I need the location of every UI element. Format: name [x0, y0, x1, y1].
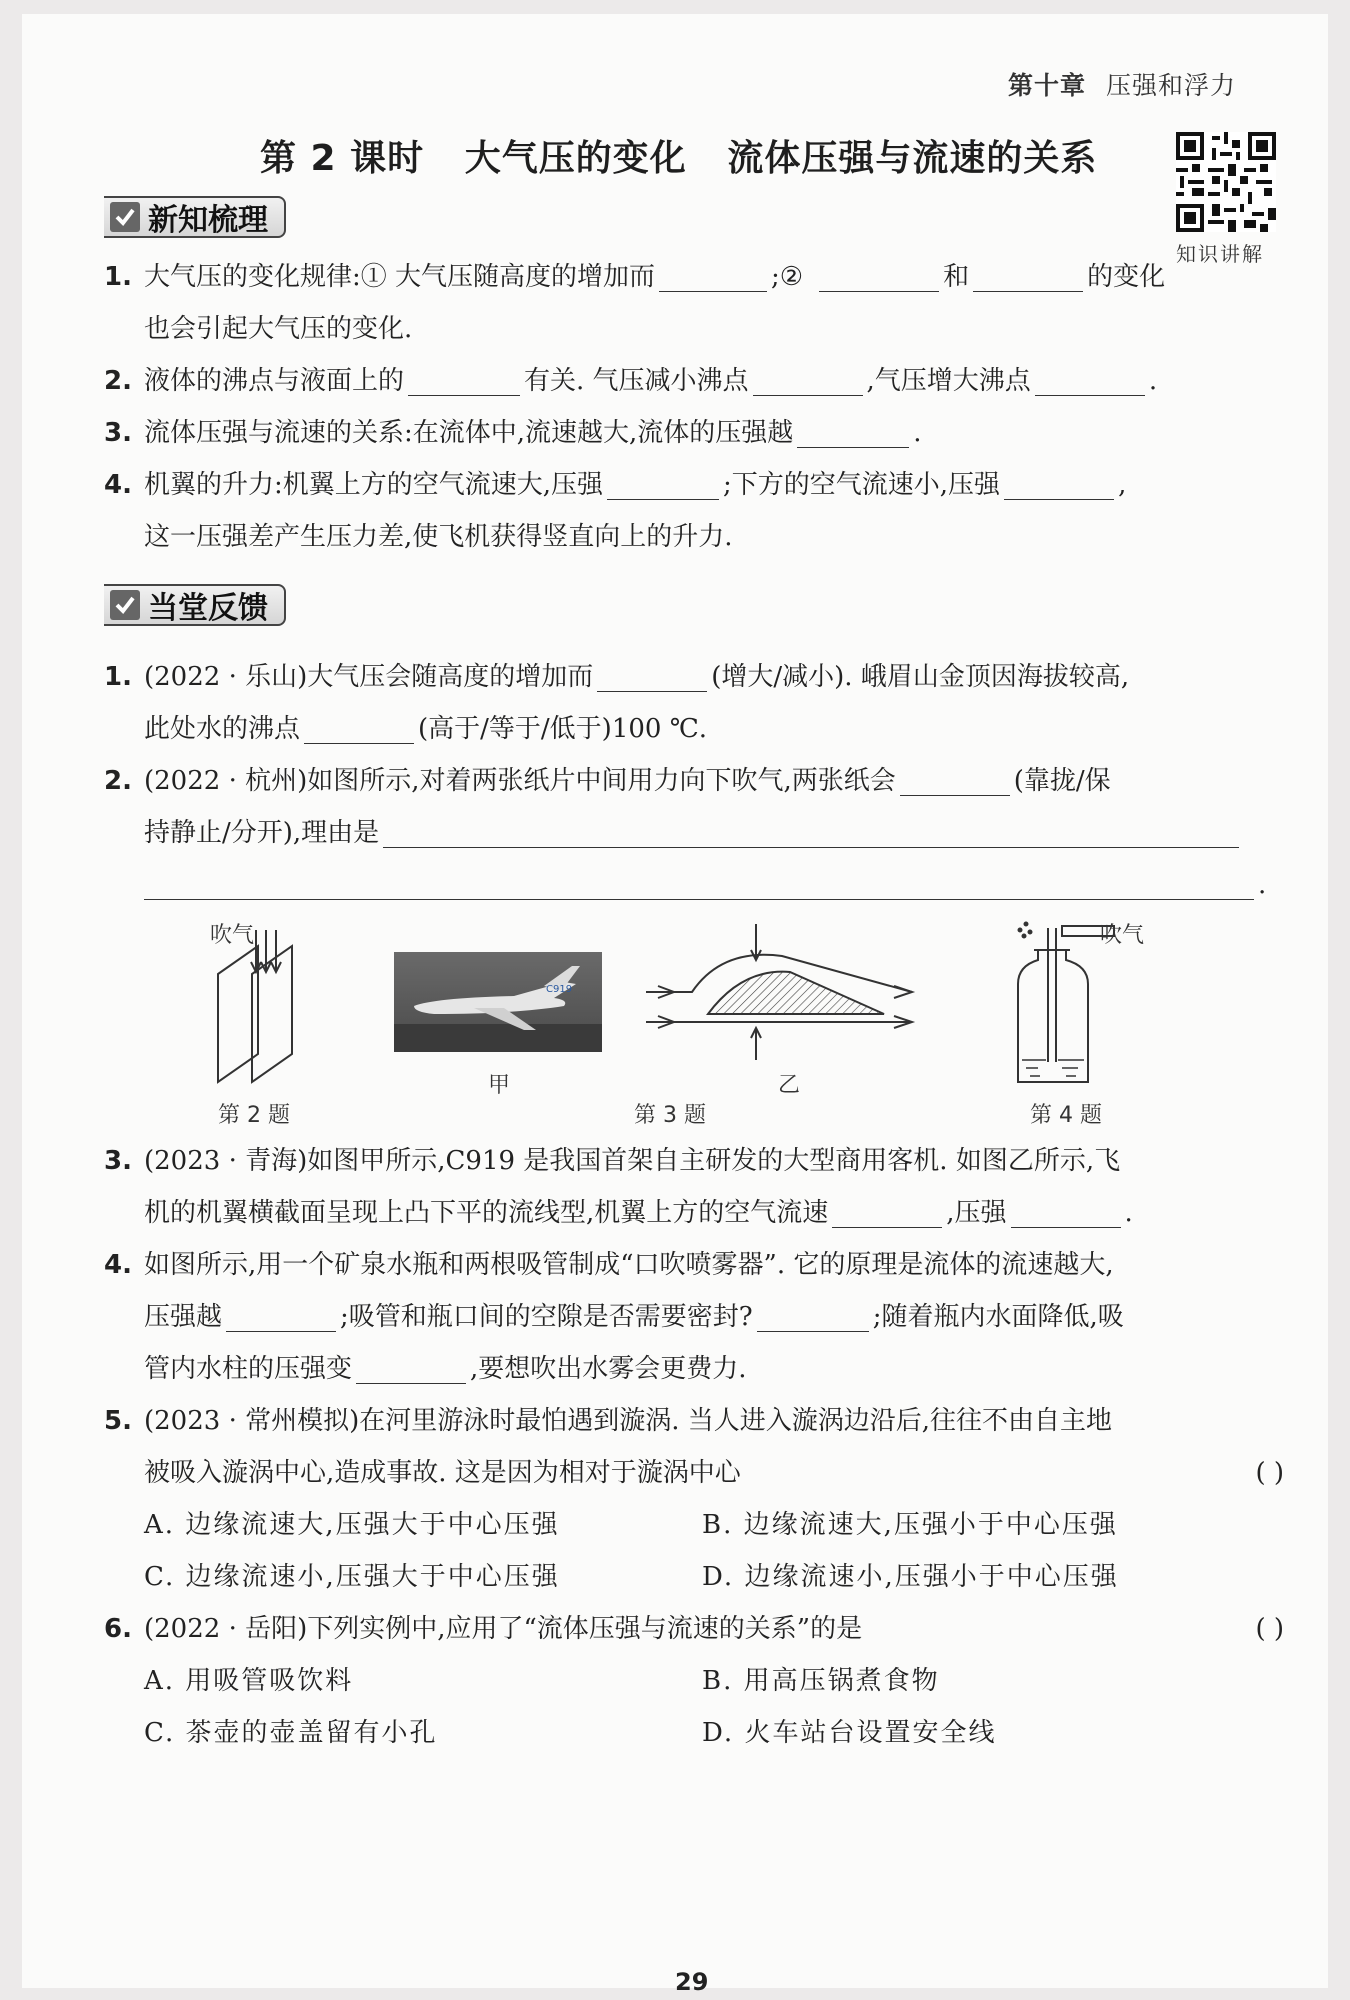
s2-question-5: 5. (2023 · 常州模拟)在河里游泳时最怕遇到漩涡. 当人进入漩涡边沿后,往往不由自主地: [104, 1406, 1113, 1436]
airplane-photo: [394, 952, 602, 1052]
s1-question-4-line2: 这一压强差产生压力差,使飞机获得竖直向上的升力.: [144, 522, 733, 552]
s1-question-2: 2. 液体的沸点与液面上的 有关. 气压减小沸点 ,气压增大沸点 .: [104, 366, 1158, 396]
label-blow-2: 吹气: [1100, 923, 1145, 948]
label-yi: 乙: [778, 1073, 801, 1098]
s2-question-4-line2: 压强越 ;吸管和瓶口间的空隙是否需要密封? ;随着瓶内水面降低,吸: [144, 1302, 1124, 1332]
s2-question-2: 2. (2022 · 杭州)如图所示,对着两张纸片中间用力向下吹气,两张纸会 (靠拢/保: [104, 766, 1111, 796]
s2-question-4: 4. 如图所示,用一个矿泉水瓶和两根吸管制成“口吹喷雾器”. 它的原理是流体的流速越大,: [104, 1250, 1114, 1280]
qr-caption: 知识讲解: [1176, 242, 1264, 266]
section-header-class-feedback: 当堂反馈: [104, 584, 286, 626]
label-blow: 吹气: [210, 923, 255, 948]
textbook-page: [22, 14, 1328, 1996]
answer-blank[interactable]: [797, 423, 909, 448]
answer-blank[interactable]: [659, 267, 767, 292]
answer-blank[interactable]: [144, 875, 1254, 900]
paper-sheets-diagram: [198, 924, 338, 1094]
answer-blank[interactable]: [973, 267, 1083, 292]
s2-question-5-line2: 被吸入漩涡中心,造成事故. 这是因为相对于漩涡中心 ( ): [144, 1458, 1284, 1488]
answer-blank[interactable]: [226, 1307, 336, 1332]
checkmark-icon: [110, 590, 140, 620]
answer-blank[interactable]: [1011, 1203, 1121, 1228]
option-a[interactable]: A. 用吸管吸饮料: [144, 1666, 354, 1696]
s1-question-1-line2: 也会引起大气压的变化.: [144, 314, 413, 344]
answer-blank[interactable]: [832, 1203, 942, 1228]
s2-question-4-line3: 管内水柱的压强变 ,要想吹出水雾会更费力.: [144, 1354, 747, 1384]
s1-question-1: 1. 大气压的变化规律:① 大气压随高度的增加而 ;② 和 的变化: [104, 262, 1166, 292]
option-a[interactable]: A. 边缘流速大,压强大于中心压强: [144, 1510, 560, 1540]
caption-q2: 第 2 题: [218, 1103, 290, 1128]
chapter-header: 第十章 压强和浮力: [1007, 71, 1236, 100]
answer-bracket[interactable]: ( ): [1255, 1614, 1284, 1644]
wing-cross-section-diagram: [622, 920, 932, 1070]
caption-q3: 第 3 题: [634, 1103, 706, 1128]
caption-q4: 第 4 题: [1030, 1103, 1102, 1128]
s2-question-2-line3: .: [144, 870, 1324, 900]
qr-code-icon[interactable]: [1176, 132, 1276, 232]
s2-question-2-line2: 持静止/分开),理由是: [144, 818, 1324, 848]
option-b[interactable]: B. 边缘流速大,压强小于中心压强: [702, 1510, 1118, 1540]
option-c[interactable]: C. 边缘流速小,压强大于中心压强: [144, 1562, 560, 1592]
s2-question-1: 1. (2022 · 乐山)大气压会随高度的增加而 (增大/减小). 峨眉山金顶因海拔较高,: [104, 662, 1130, 692]
s2-question-3: 3. (2023 · 青海)如图甲所示,C919 是我国首架自主研发的大型商用客机. 如图乙所示,飞: [104, 1146, 1121, 1176]
s2-question-1-line2: 此处水的沸点 (高于/等于/低于)100 ℃.: [144, 714, 708, 744]
section-header-new-knowledge: 新知梳理: [104, 196, 286, 238]
answer-blank[interactable]: [819, 267, 939, 292]
s1-question-4: 4. 机翼的升力:机翼上方的空气流速大,压强 ;下方的空气流速小,压强 ,: [104, 470, 1127, 500]
label-jia: 甲: [488, 1073, 511, 1098]
s2-question-6: 6. (2022 · 岳阳)下列实例中,应用了“流体压强与流速的关系”的是 ( ): [104, 1614, 1284, 1644]
answer-blank[interactable]: [356, 1359, 466, 1384]
s2-question-3-line2: 机的机翼横截面呈现上凸下平的流线型,机翼上方的空气流速 ,压强 .: [144, 1198, 1133, 1228]
answer-blank[interactable]: [757, 1307, 869, 1332]
lesson-title: 第 2 课时 大气压的变化 流体压强与流速的关系: [260, 138, 1098, 179]
answer-blank[interactable]: [597, 667, 707, 692]
answer-blank[interactable]: [408, 371, 520, 396]
option-d[interactable]: D. 边缘流速小,压强小于中心压强: [702, 1562, 1119, 1592]
answer-bracket[interactable]: ( ): [1255, 1458, 1284, 1488]
answer-blank[interactable]: [383, 823, 1239, 848]
checkmark-icon: [110, 202, 140, 232]
option-c[interactable]: C. 茶壶的壶盖留有小孔: [144, 1718, 438, 1748]
answer-blank[interactable]: [304, 719, 414, 744]
option-d[interactable]: D. 火车站台设置安全线: [702, 1718, 997, 1748]
answer-blank[interactable]: [1035, 371, 1145, 396]
answer-blank[interactable]: [900, 771, 1010, 796]
page-number: 29: [675, 1968, 709, 1996]
answer-blank[interactable]: [607, 475, 719, 500]
svg-text:C919: C919: [546, 984, 573, 995]
s1-question-3: 3. 流体压强与流速的关系:在流体中,流速越大,流体的压强越 .: [104, 418, 922, 448]
option-b[interactable]: B. 用高压锅煮食物: [702, 1666, 940, 1696]
answer-blank[interactable]: [753, 371, 863, 396]
answer-blank[interactable]: [1004, 475, 1114, 500]
